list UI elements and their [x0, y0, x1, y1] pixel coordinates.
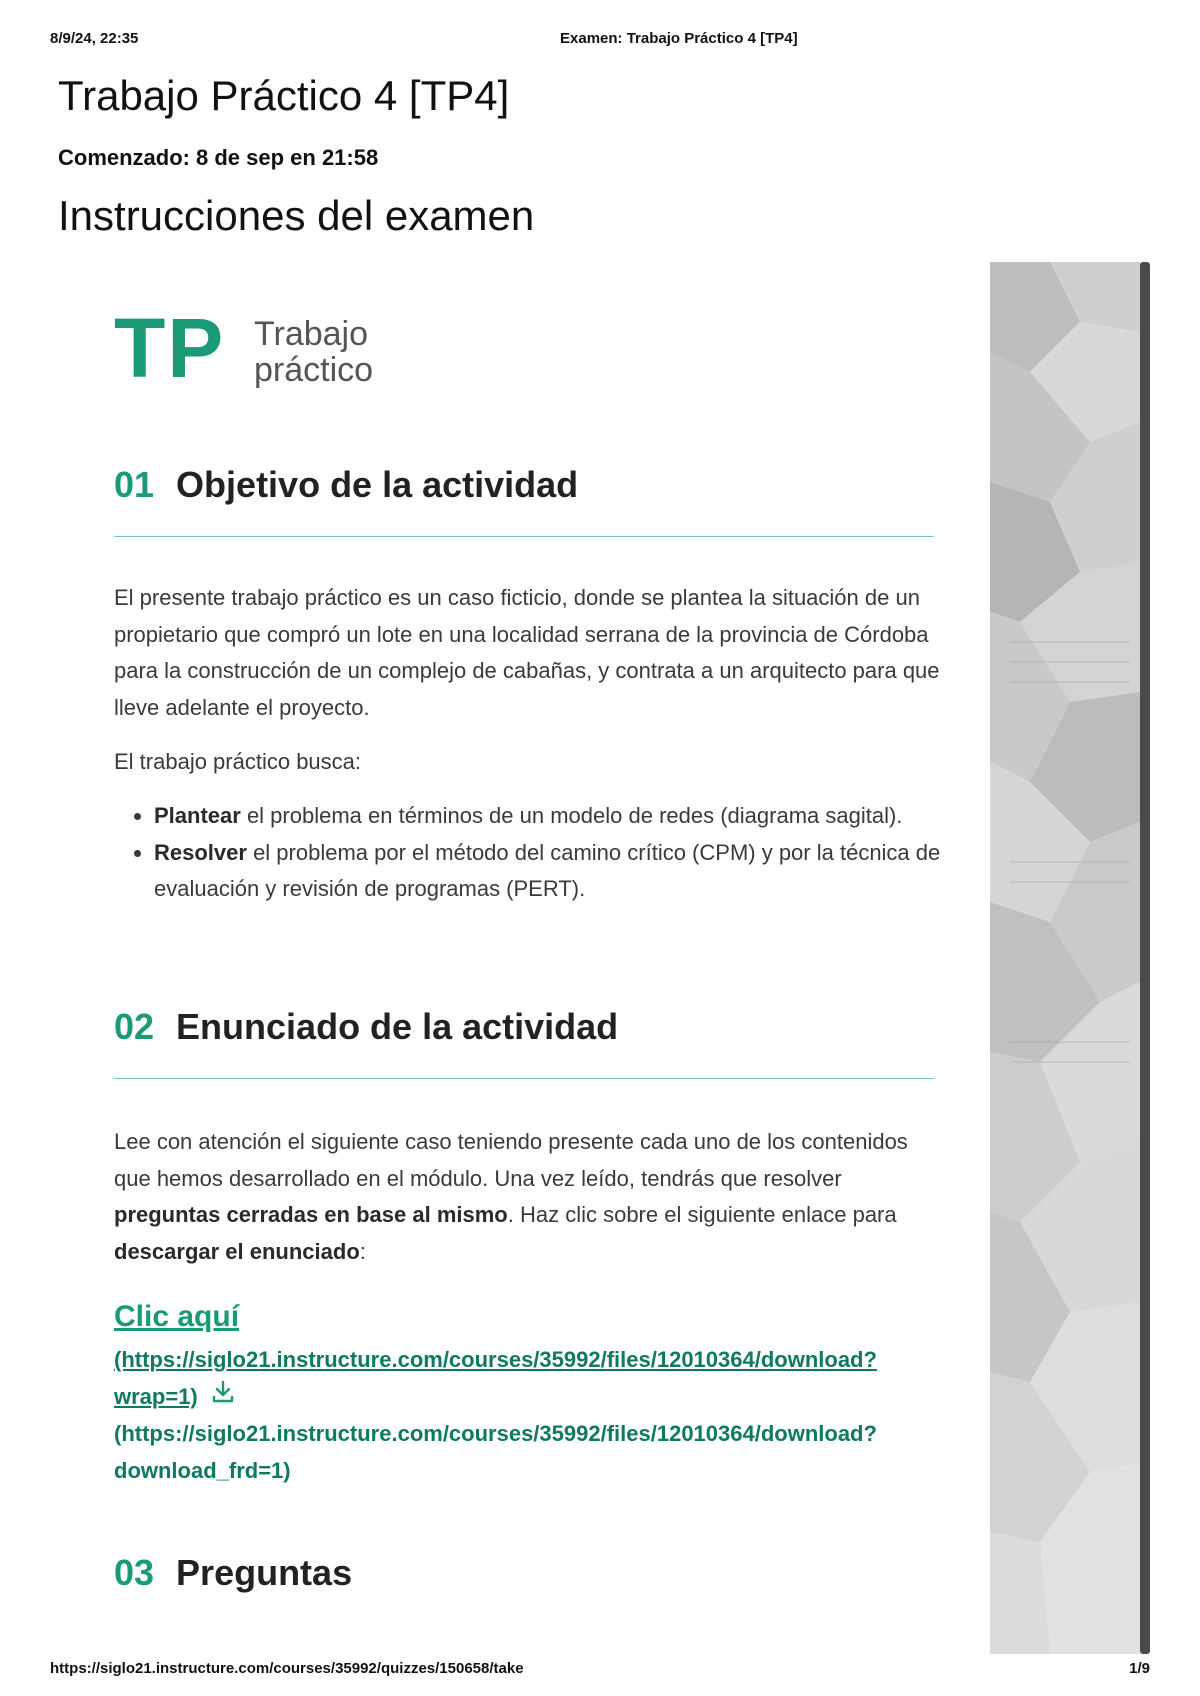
objective-intro: El trabajo práctico busca: [114, 749, 362, 774]
started-label: Comenzado: [58, 145, 190, 170]
section-title: Preguntas [176, 1552, 353, 1593]
page-title: Trabajo Práctico 4 [TP4] [58, 72, 510, 119]
statement-text-bold-2: descargar el enunciado [114, 1238, 360, 1264]
started-info [58, 145, 378, 171]
section-heading-02 [114, 1006, 618, 1048]
section-divider [114, 536, 934, 537]
download-urls [114, 1342, 914, 1489]
section-number: 01 [114, 464, 155, 505]
print-header [50, 30, 1150, 50]
section-number: 02 [114, 1006, 155, 1047]
logo-word-line2: práctico [254, 351, 374, 389]
statement-text-c: . Haz clic sobre el siguiente enlace para [507, 1202, 897, 1227]
download-url-preview-a[interactable]: (https://siglo21.instructure.com/courses/35992/files/12010364/download? [114, 1347, 877, 1372]
list-item [154, 798, 984, 835]
print-doc-title: Examen: Trabajo Práctico 4 [TP4] [560, 30, 798, 47]
print-date: 8/9/24, 22:35 [50, 30, 139, 47]
download-icon[interactable] [210, 1379, 236, 1417]
statement-paragraph [114, 1124, 944, 1270]
download-url-file-a[interactable]: (https://siglo21.instructure.com/courses/35992/files/12010364/download? [114, 1421, 877, 1447]
list-item-text: el problema por el método del camino crítico (CPM) y por la técnica de evaluación y revisión de programas (PERT). [154, 839, 941, 901]
section-heading-01 [114, 464, 578, 506]
section-divider [114, 1078, 934, 1079]
download-link[interactable]: Clic aquí [114, 1300, 240, 1333]
list-item-bold: Resolver [154, 839, 247, 865]
section-title: Objetivo de la actividad [176, 464, 579, 505]
logo-word-line1: Trabajo [254, 315, 369, 353]
side-image-border [1140, 262, 1150, 1654]
list-item-bold: Plantear [154, 803, 241, 828]
download-url-file-b[interactable]: download_frd=1) [114, 1457, 291, 1483]
instructions-title: Instrucciones del examen [58, 192, 535, 239]
list-item [154, 835, 984, 908]
logo-word [254, 316, 373, 388]
statement-text-e: : [359, 1238, 366, 1264]
download-url-preview-b[interactable]: wrap=1) [114, 1383, 198, 1409]
download-icon-svg [210, 1379, 236, 1405]
section-title: Enunciado de la actividad [176, 1006, 619, 1047]
print-url: https://siglo21.instructure.com/courses/35992/quizzes/150658/take [50, 1660, 524, 1677]
decorative-side-image [990, 262, 1140, 1654]
statement-text-bold-1: preguntas cerradas en base al mismo [114, 1202, 508, 1227]
logo-mark: TP [114, 301, 226, 395]
started-value: 8 de sep en 21:58 [196, 145, 379, 170]
print-page-number: 1/9 [1129, 1660, 1150, 1677]
statement-text-a: Lee con atención el siguiente caso teniendo presente cada uno de los contenidos que hemos desarrollado en el módulo. Una vez leído, tendrás que resolver [114, 1129, 908, 1191]
list-item-text: el problema en términos de un modelo de redes (diagrama sagital). [240, 803, 903, 828]
print-footer [50, 1660, 1150, 1680]
objective-paragraph: El presente trabajo práctico es un caso ficticio, donde se plantea la situación de un propietario que compró un lote en una localidad serrana de la provincia de Córdoba para la construcción de un complejo de cabañas, y contrata a un arquitecto para que lleve adelante el proyecto. [114, 585, 940, 720]
objective-list [114, 798, 984, 908]
architecture-pattern-icon [990, 262, 1140, 1654]
section-number: 03 [114, 1552, 155, 1593]
section-heading-03 [114, 1552, 352, 1594]
